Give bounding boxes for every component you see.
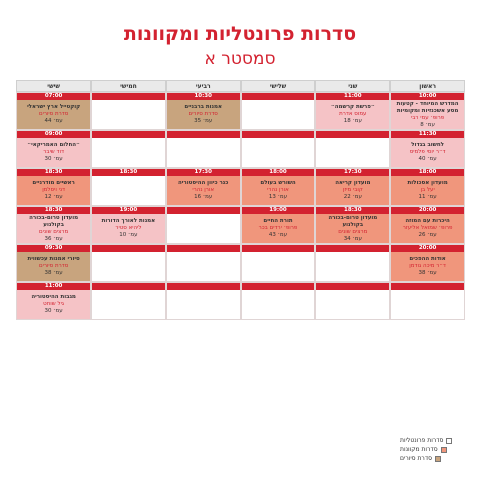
time-label <box>167 283 240 290</box>
schedule-cell <box>166 244 241 282</box>
schedule-cell[interactable] <box>16 92 91 130</box>
session-page-note: עמ׳ 34 <box>343 235 362 242</box>
time-label <box>92 131 165 138</box>
session-title: אמנות לאורך הדורות <box>101 218 156 224</box>
legend <box>400 436 452 463</box>
time-label: 18:30 <box>316 207 389 214</box>
session-page-note: עמ׳ 38 <box>44 270 63 276</box>
session-page-note: עמ׳ 26 <box>418 232 437 238</box>
session-lecturer: דני ויסלמן <box>42 187 66 193</box>
session-page-note: עמ׳ 38 <box>418 270 437 276</box>
time-label: 18:00 <box>391 169 464 176</box>
legend-swatch-icon <box>435 456 441 462</box>
schedule-cell[interactable] <box>390 206 465 244</box>
time-label: 18:30 <box>92 169 165 176</box>
session-lecturer: מרצים שונים <box>338 228 368 235</box>
legend-item <box>400 436 452 445</box>
time-label: 11:30 <box>391 131 464 138</box>
schedule-cell <box>241 130 316 168</box>
schedule-cell[interactable] <box>16 168 91 206</box>
session-page-note: עמ׳ 30 <box>44 308 63 314</box>
session-lecturer: גיל שוחט <box>43 301 65 307</box>
time-label <box>167 245 240 252</box>
session-title: סיורי אמנות עכשווית <box>27 256 80 262</box>
schedule-grid <box>16 80 465 320</box>
time-label: 11:00 <box>316 93 389 100</box>
schedule-cell[interactable] <box>315 92 390 130</box>
time-label: 10:00 <box>391 93 464 100</box>
session-page-note: עמ׳ 11 <box>418 194 437 200</box>
day-header: שלישי <box>241 80 316 92</box>
session-page-note: עמ׳ 40 <box>418 156 437 162</box>
time-label: 18:30 <box>17 207 90 214</box>
time-label <box>316 283 389 290</box>
session-lecturer: סדרת סיורים <box>188 111 218 117</box>
session-title: ״פרשת קרשמה״ <box>330 104 375 110</box>
schedule-cell <box>166 282 241 320</box>
session-lecturer: פרופ׳ שמואל אליעזר <box>402 225 453 231</box>
time-label <box>92 93 165 100</box>
time-label: 20:00 <box>391 207 464 214</box>
page-title: סדרות פרונטליות ומקוונות <box>123 23 357 45</box>
schedule-cell <box>91 282 166 320</box>
schedule-cell[interactable] <box>16 282 91 320</box>
day-header: חמישי <box>91 80 166 92</box>
time-label: 17:30 <box>167 169 240 176</box>
day-header: שני <box>315 80 390 92</box>
schedule-cell <box>91 130 166 168</box>
legend-item <box>400 445 452 454</box>
schedule-cell[interactable] <box>315 206 390 244</box>
session-title: קוקטייל ארץ ישראלי <box>27 104 81 110</box>
session-page-note: עמ׳ 16 <box>194 194 213 200</box>
time-label <box>92 283 165 290</box>
schedule-cell <box>241 244 316 282</box>
schedule-cell <box>166 130 241 168</box>
legend-label: סדרות מקוונות <box>400 446 438 453</box>
session-page-note: עמ׳ 30 <box>44 156 63 162</box>
session-lecturer: פרופ׳ עמי רבי <box>411 114 445 121</box>
time-label: 18:00 <box>242 169 315 176</box>
session-page-note: עמ׳ 13 <box>268 194 288 200</box>
schedule-cell <box>241 282 316 320</box>
session-page-note: עמ׳ 43 <box>268 232 288 238</box>
session-page-note: עמ׳ 35 <box>194 118 213 124</box>
session-lecturer: עמוס אדרת <box>339 111 367 117</box>
session-title: מועדון טרום-בכורה בקולנוע <box>328 214 378 228</box>
session-page-note: עמ׳ 22 <box>343 194 362 200</box>
session-title: כנר כיוון ההיסטוריה <box>178 180 229 186</box>
schedule-cell[interactable] <box>91 206 166 244</box>
schedule-cell[interactable] <box>241 168 316 206</box>
time-label <box>242 93 315 100</box>
session-title: לחשוב בגדול <box>411 142 444 148</box>
schedule-cell <box>241 92 316 130</box>
session-lecturer: מרצים שונים <box>39 228 69 235</box>
session-lecturer: אורן נהרי <box>267 187 289 193</box>
session-lecturer: דוד שיבר <box>43 149 64 155</box>
schedule-cell <box>315 130 390 168</box>
session-title: המדרש המיוחד - קטעות מסע אשכנזיות ומקומיות <box>396 100 459 114</box>
schedule-cell[interactable] <box>166 92 241 130</box>
page-subtitle: סמסטר א <box>204 49 276 69</box>
session-lecturer: ד״ר מיכה גודמן <box>409 263 446 269</box>
time-label <box>316 245 389 252</box>
session-title: תורת החיים <box>263 218 293 224</box>
session-title: אמנות ברבניים <box>184 104 223 110</box>
schedule-cell[interactable] <box>390 244 465 282</box>
session-page-note: עמ׳ 18 <box>343 118 362 124</box>
session-title: מועדון טרום-בכורה בקולנוע <box>29 214 79 228</box>
session-lecturer: סדרת סיורים <box>38 111 69 117</box>
time-label: 17:30 <box>316 169 389 176</box>
time-label <box>391 283 464 290</box>
time-label <box>92 245 165 252</box>
schedule-cell[interactable] <box>241 206 316 244</box>
time-label <box>242 283 315 290</box>
schedule-cell[interactable] <box>166 168 241 206</box>
schedule-cell[interactable] <box>16 206 91 244</box>
session-lecturer: יעל בן <box>420 187 435 193</box>
time-label: 09:00 <box>17 131 90 138</box>
session-title: מועדון אסכולות <box>407 180 448 186</box>
time-label <box>167 131 240 138</box>
time-label: 09:30 <box>17 245 90 252</box>
session-lecturer: אורן נהרי <box>192 187 215 193</box>
legend-label: סדרות פרונטליות <box>400 437 444 444</box>
schedule-cell[interactable] <box>315 168 390 206</box>
session-page-note: עמ׳ 44 <box>44 118 63 124</box>
session-title: ראשיים מודרניים <box>32 180 75 186</box>
session-title: היכרות עם המוזה <box>405 218 450 224</box>
session-title: אודות ההפכים <box>409 256 446 262</box>
session-page-note: עמ׳ 12 <box>44 194 63 200</box>
session-page-note: עמ׳ 8 <box>420 121 435 128</box>
time-label: 11:00 <box>17 283 90 290</box>
session-lecturer: ד״ר יוסי פלמיס <box>409 149 446 155</box>
schedule-cell <box>390 282 465 320</box>
schedule-cell <box>315 282 390 320</box>
schedule-cell <box>91 244 166 282</box>
day-header: שישי <box>16 80 91 92</box>
time-label <box>242 245 315 252</box>
schedule-cell[interactable] <box>390 92 465 130</box>
session-lecturer: פרופ׳ ירדים בכר <box>258 225 298 231</box>
time-label: 19:00 <box>92 207 165 214</box>
session-lecturer: ליהיא סטיר <box>115 225 142 231</box>
day-header: רביעי <box>166 80 241 92</box>
time-label: 19:00 <box>242 207 315 214</box>
session-title: ״החלום האמריקאי״ <box>27 142 80 148</box>
schedule-cell[interactable] <box>390 130 465 168</box>
session-title: מועדון קריאה <box>335 180 371 186</box>
time-label: 10:30 <box>167 93 240 100</box>
legend-swatch-icon <box>441 447 447 453</box>
session-title: השורש בעולם <box>260 180 296 186</box>
session-page-note: עמ׳ 10 <box>119 232 138 238</box>
schedule-cell <box>91 92 166 130</box>
schedule-cell <box>315 244 390 282</box>
time-label: 20:00 <box>391 245 464 252</box>
legend-item <box>400 454 452 463</box>
schedule-cell[interactable] <box>16 244 91 282</box>
schedule-cell <box>166 206 241 244</box>
session-lecturer: קובי מיזן <box>342 187 363 193</box>
session-lecturer: סדרת סיורים <box>38 263 69 269</box>
legend-label: סדרת סיורים <box>400 455 432 462</box>
session-page-note: עמ׳ 36 <box>44 235 63 242</box>
schedule-cell[interactable] <box>16 130 91 168</box>
legend-swatch-icon <box>446 438 452 444</box>
time-label: 07:00 <box>17 93 90 100</box>
schedule-cell <box>91 168 166 206</box>
day-header: ראשון <box>390 80 465 92</box>
time-label <box>316 131 389 138</box>
time-label <box>167 207 240 214</box>
time-label: 18:30 <box>17 169 90 176</box>
session-title: מגבות ההיסטוריה <box>31 294 76 300</box>
time-label <box>242 131 315 138</box>
schedule-cell[interactable] <box>390 168 465 206</box>
